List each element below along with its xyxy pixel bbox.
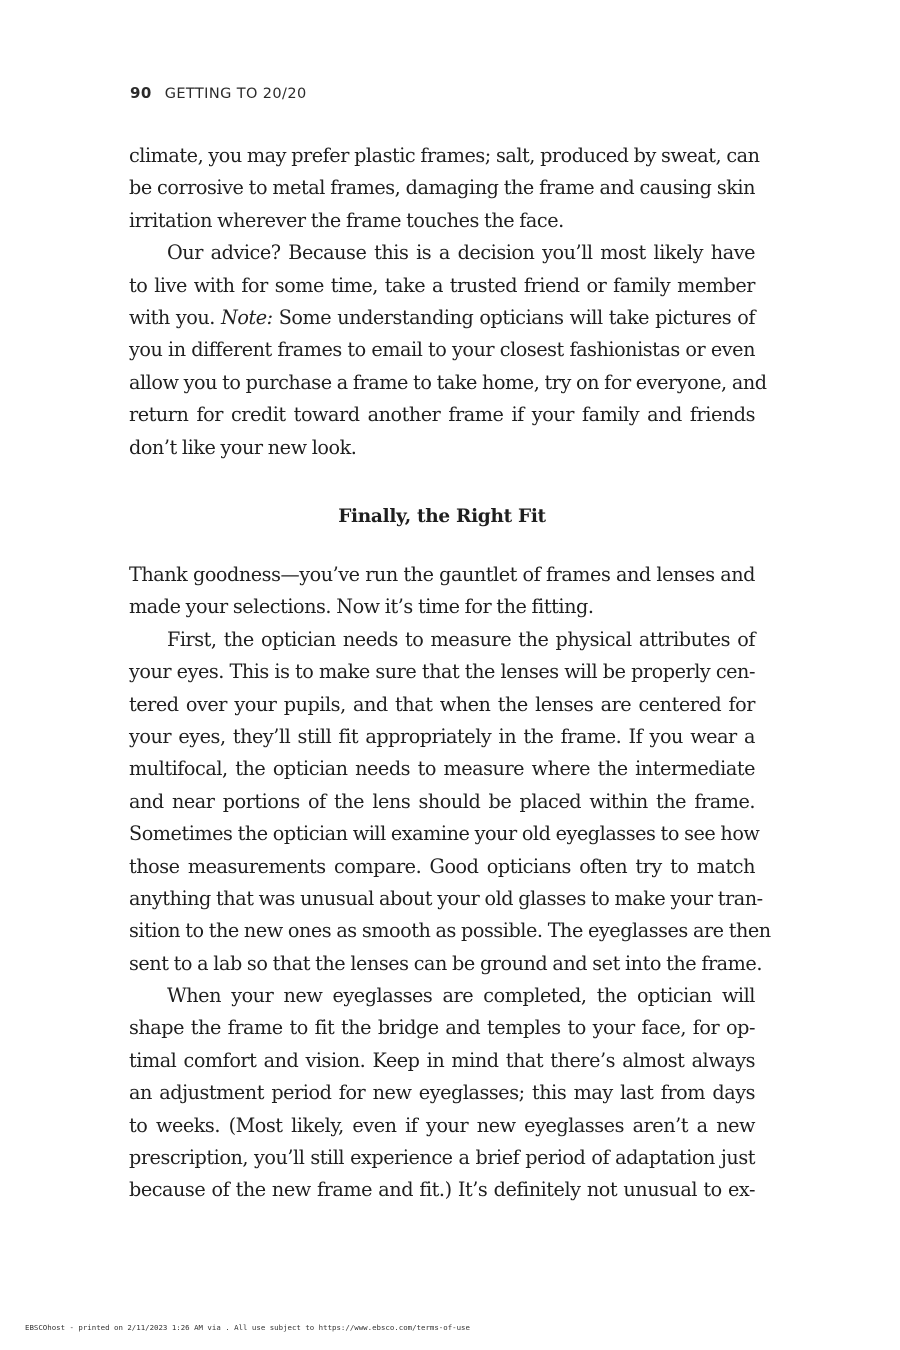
text-line: to weeks. (Most likely, even if your new eyeglasses aren’t a new bbox=[129, 1113, 755, 1137]
text-line: Sometimes the optician will examine your old eyeglasses to see how bbox=[129, 822, 760, 846]
text-line: you in different frames to email to your closest fashionistas or even bbox=[129, 338, 755, 362]
print-footer: EBSCOhost - printed on 2/11/2023 1:26 AM via . All use subject to https://www.ebsco.com/terms-of-use bbox=[25, 1323, 470, 1332]
text-line: allow you to purchase a frame to take home, try on for everyone, and bbox=[129, 370, 767, 394]
text-line: to live with for some time, take a trusted friend or family member bbox=[129, 273, 755, 297]
text-line: sition to the new ones as smooth as possible. The eyeglasses are then bbox=[129, 919, 771, 943]
text-line: Our advice? Because this is a decision you’ll most likely have bbox=[167, 241, 755, 265]
text-line: multifocal, the optician needs to measure where the intermediate bbox=[129, 757, 755, 781]
note-label: Note: bbox=[221, 305, 273, 329]
text-line: be corrosive to metal frames, damaging the frame and causing skin bbox=[129, 176, 755, 200]
text-line: and near portions of the lens should be placed within the frame. bbox=[129, 789, 755, 813]
text-line: those measurements compare. Good opticians often try to match bbox=[129, 854, 755, 878]
text-fragment: with you. bbox=[129, 305, 222, 329]
paragraph-advice bbox=[129, 237, 767, 464]
text-line: because of the new frame and fit.) It’s definitely not unusual to ex- bbox=[129, 1178, 755, 1202]
paragraph-completed bbox=[129, 980, 755, 1207]
text-line-with-note bbox=[129, 302, 755, 334]
text-line: tered over your pupils, and that when the lenses are centered for bbox=[129, 692, 755, 716]
section-heading: Finally, the Right Fit bbox=[338, 506, 546, 527]
page-number: 90 bbox=[130, 84, 152, 102]
text-line: climate, you may prefer plastic frames; salt, produced by sweat, can bbox=[129, 144, 760, 167]
text-line: timal comfort and vision. Keep in mind that there’s almost always bbox=[129, 1048, 755, 1072]
paragraph-continued bbox=[129, 140, 760, 237]
text-line: an adjustment period for new eyeglasses; this may last from days bbox=[129, 1081, 755, 1105]
text-line: your eyes. This is to make sure that the lenses will be properly cen- bbox=[129, 660, 755, 684]
text-fragment: Some understanding opticians will take pictures of bbox=[272, 305, 755, 329]
text-line: First, the optician needs to measure the physical attributes of bbox=[167, 627, 755, 651]
text-line: Thank goodness—you’ve run the gauntlet of frames and lenses and bbox=[129, 563, 755, 586]
running-head-title: GETTING TO 20/20 bbox=[164, 86, 307, 102]
text-line: sent to a lab so that the lenses can be ground and set into the frame. bbox=[129, 951, 762, 975]
text-line: don’t like your new look. bbox=[129, 435, 357, 459]
paragraph-measure bbox=[129, 624, 771, 980]
running-head bbox=[130, 84, 307, 102]
body-text-top bbox=[129, 140, 767, 464]
text-line: prescription, you’ll still experience a brief period of adaptation just bbox=[129, 1146, 755, 1170]
text-line: your eyes, they’ll still fit appropriately in the frame. If you wear a bbox=[129, 724, 755, 748]
text-line: made your selections. Now it’s time for the fitting. bbox=[129, 595, 594, 619]
text-line: anything that was unusual about your old glasses to make your tran- bbox=[129, 886, 763, 910]
text-line: shape the frame to fit the bridge and temples to your face, for op- bbox=[129, 1016, 755, 1040]
text-line: irritation wherever the frame touches the face. bbox=[129, 208, 564, 232]
text-line: return for credit toward another frame if your family and friends bbox=[129, 403, 755, 427]
body-text-bottom bbox=[129, 559, 771, 1207]
paragraph-intro bbox=[129, 559, 755, 624]
text-line: When your new eyeglasses are completed, the optician will bbox=[167, 984, 755, 1008]
